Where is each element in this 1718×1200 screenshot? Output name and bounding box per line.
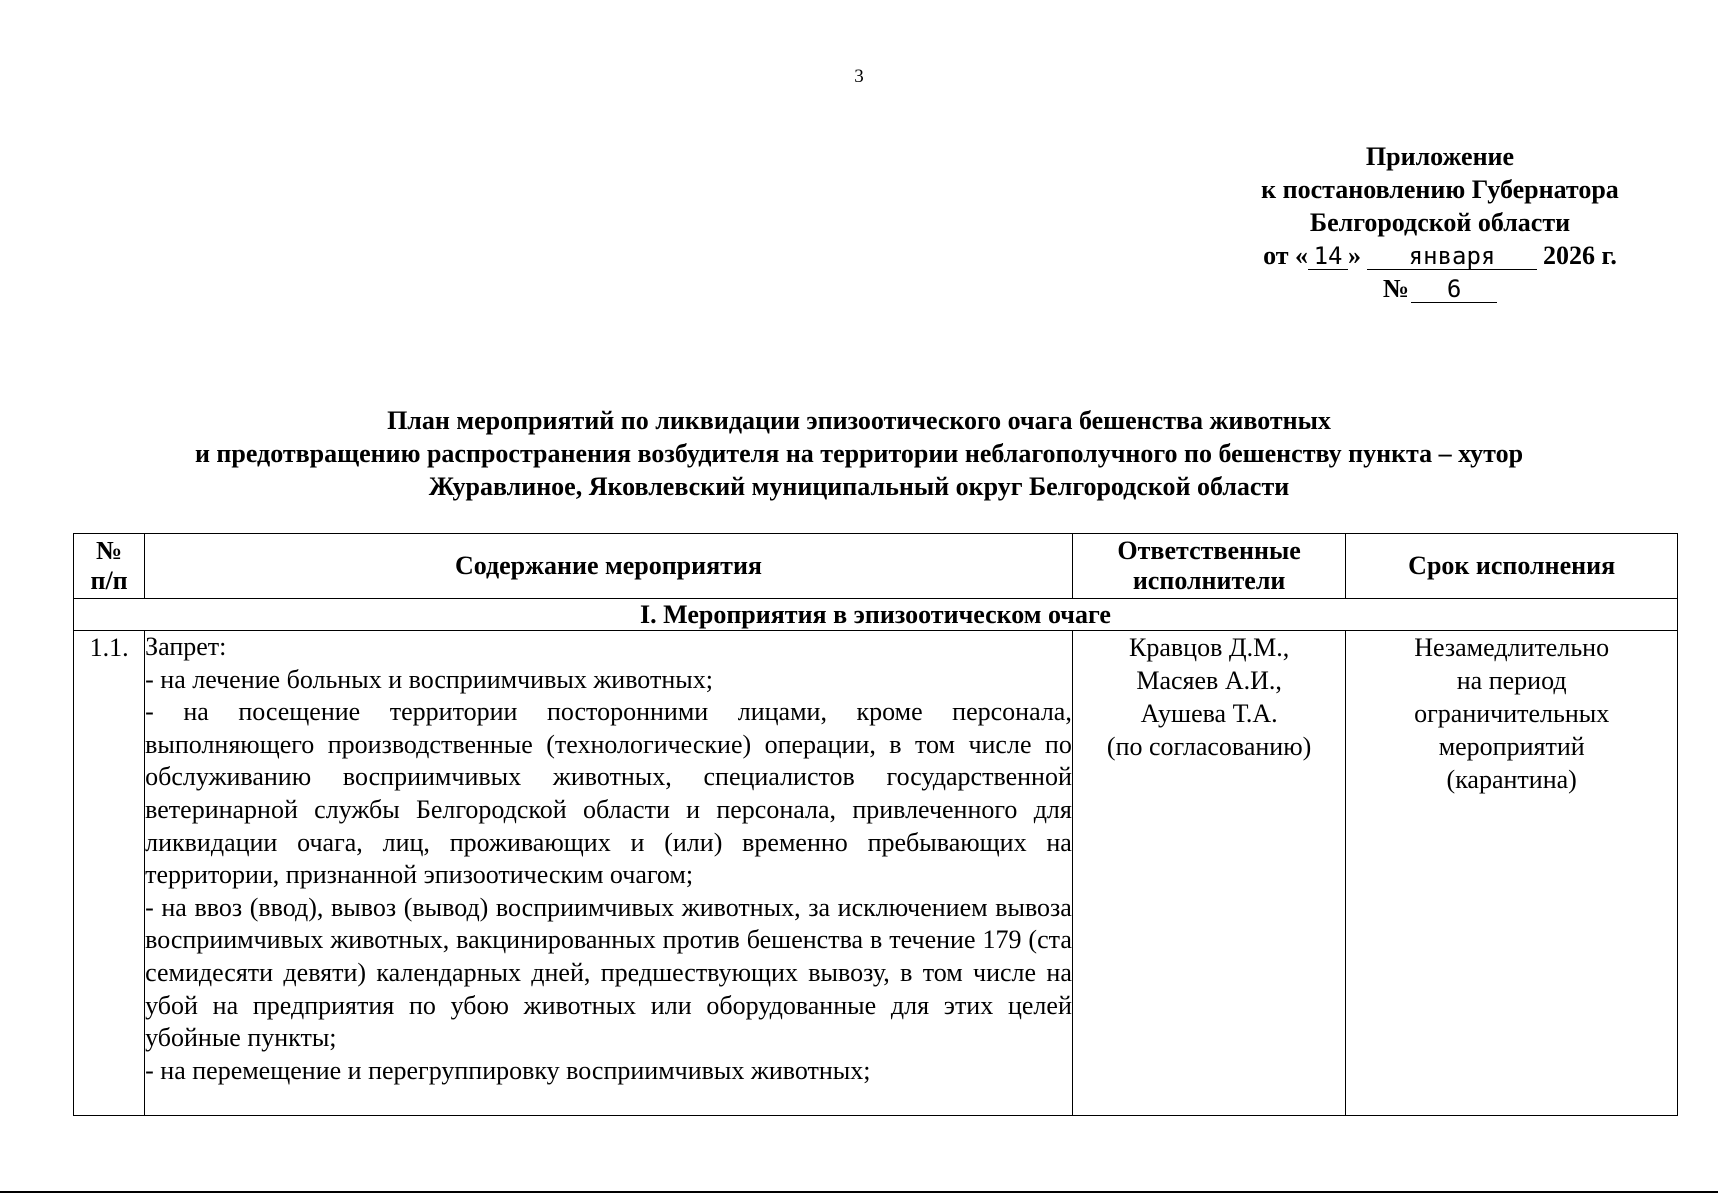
plan-title [20, 404, 1698, 503]
date-mid: » [1348, 241, 1362, 270]
page-bottom-edge [0, 1191, 1718, 1193]
plan-table [73, 533, 1678, 1116]
term-line: ограничительных [1414, 699, 1610, 728]
row-content [145, 631, 1073, 1116]
term-line: на период [1456, 666, 1567, 695]
section-title: I. Мероприятия в эпизоотическом очаге [74, 599, 1678, 631]
appendix-line-3: Белгородской области [1309, 208, 1571, 237]
responsible-person: Кравцов Д.М., [1129, 633, 1290, 662]
appendix-header [1220, 140, 1660, 305]
plan-title-line-1: План мероприятий по ликвидации эпизоотического очага бешенства животных [387, 406, 1331, 435]
content-paragraph: Запрет: [145, 632, 227, 661]
page-number: 3 [854, 66, 864, 87]
content-paragraph: - на посещение территории посторонними лицами, кроме персонала, выполняющего производственные (технологические) операции, в том числе по обслуживанию восприимчивых животных, специалистов государственной ветеринарной службы Белгородской области и персонала, привлеченного для ликвидации очага, лиц, проживающих и (или) временно пребывающих на территории, признанной эпизоотическим очагом; [145, 697, 1072, 890]
appendix-number [1220, 272, 1660, 305]
responsible-person: Аушева Т.А. [1140, 699, 1278, 728]
row-number: 1.1. [74, 631, 145, 1116]
plan-title-line-3: Журавлиное, Яковлевский муниципальный округ Белгородской области [428, 472, 1290, 501]
content-paragraph: - на перемещение и перегруппировку восприимчивых животных; [145, 1055, 871, 1085]
header-content: Содержание мероприятия [145, 534, 1073, 599]
appendix-line-2: к постановлению Губернатора [1261, 175, 1619, 204]
responsible-note: (по согласованию) [1106, 732, 1312, 761]
number-prefix: № [1382, 274, 1410, 303]
plan-title-line-2: и предотвращению распространения возбудителя на территории неблагополучного по бешенству пункта – хутор [194, 439, 1524, 468]
header-num-line-2: п/п [90, 566, 128, 595]
responsible-person: Масяев А.И., [1136, 666, 1282, 695]
row-term [1346, 631, 1678, 1116]
date-month: января [1367, 243, 1537, 270]
date-day: 14 [1308, 243, 1348, 270]
document-number: 6 [1411, 276, 1497, 303]
content-paragraph: - на ввоз (ввод), вывоз (вывод) восприимчивых животных, за исключением вывоза восприимчивых животных, вакцинированных против бешенства в течение 179 (ста семидесяти девяти) календарных дней, предшествующих вывозу, в том числе на убой на предприятия по убою животных или оборудованные для этих целей убойные пункты; [145, 892, 1072, 1053]
date-year: 2026 г. [1543, 241, 1617, 270]
table-row [74, 631, 1678, 1116]
header-num [74, 534, 145, 599]
term-line: (карантина) [1446, 765, 1577, 794]
term-line: мероприятий [1438, 732, 1585, 761]
content-paragraph: - на лечение больных и восприимчивых животных; [145, 664, 713, 694]
appendix-title: Приложение [1365, 142, 1515, 171]
header-responsible-line-2: исполнители [1132, 566, 1286, 595]
header-responsible [1072, 534, 1346, 599]
header-term: Срок исполнения [1346, 534, 1678, 599]
date-prefix: от « [1263, 241, 1309, 270]
appendix-date [1220, 239, 1660, 272]
term-line: Незамедлительно [1414, 633, 1610, 662]
row-responsible [1072, 631, 1346, 1116]
table-header-row [74, 534, 1678, 599]
section-row [74, 599, 1678, 631]
header-num-line-1: № [95, 536, 123, 565]
header-responsible-line-1: Ответственные [1117, 536, 1301, 565]
